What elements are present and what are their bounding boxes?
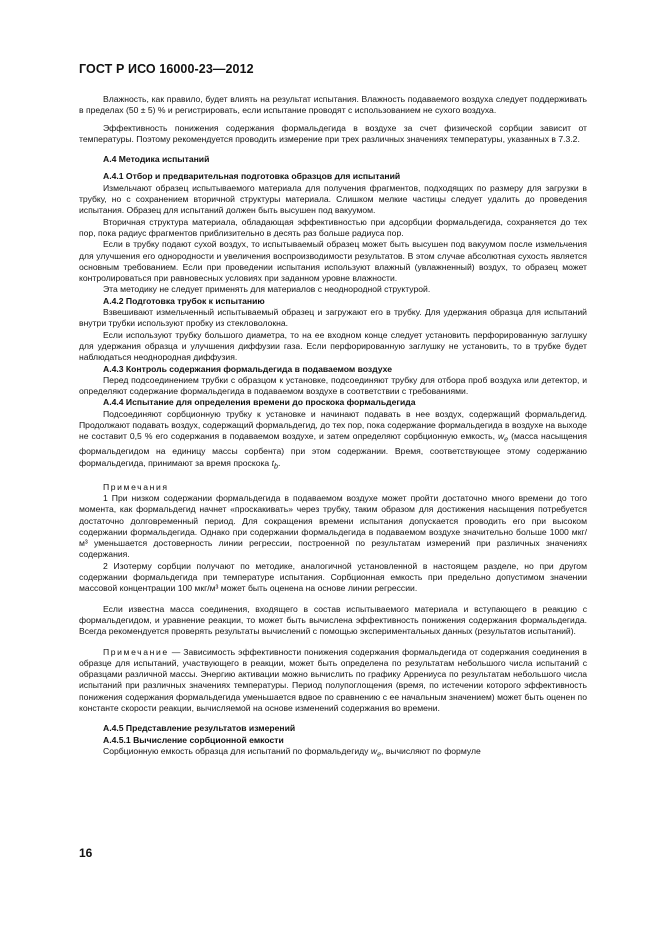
note xyxy=(79,647,587,715)
paragraph-text: , вычисляют по формуле xyxy=(381,745,481,756)
section-heading: А.4 Методика испытаний xyxy=(103,154,210,165)
page-number: 16 xyxy=(79,846,93,860)
paragraph: Подсоединяют сорбционную трубку к установке и начинают подавать в нее воздух, содержащий формальдегид. Продолжают подавать воздух, содержащий формальдегид, до тех пор, пока содержание формальдегида в воздухе на выходе не составит 0,5 % его содержания в подаваемом воздухе, и затем определяют сорбционную емкость, $w_e$ (масса насыщения формальдегидом на единицу массы сорбента) при этом содержании. Время, соответствующее этому содержанию формальдегида, принимают за время проскока $t_b$. xyxy=(79,408,587,471)
standard-header: ГОСТ Р ИСО 16000-23—2012 xyxy=(79,62,254,76)
section-heading: А.4.2 Подготовка трубок к испытанию xyxy=(103,295,265,306)
paragraph: Измельчают образец испытываемого материала для получения фрагментов, подходящих по размеру для загрузки в трубку, но с сохранением вторичной структуры материала. Слишком мелкие частицы следует удалить до проведения испытания. Образец для испытаний должен быть высушен под вакуумом. xyxy=(79,182,587,216)
paragraph: Если известна масса соединения, входящего в состав испытываемого материала и вступающего в реакцию с формальдегидом, и уравнение реакции, то может быть вычислена эффективность понижения содержания формальдегида. Всегда рекомендуется проверять результаты вычислений с помощью экспериментальных данных (результатов испытаний). xyxy=(79,603,587,637)
variable-w: $w_e$ xyxy=(370,745,382,759)
paragraph: Если в трубку подают сухой воздух, то испытываемый образец может быть высушен под вакуумом после измельчения для улучшения его однородности и увеличения воспроизводимости результатов. В этом случае абсолютная сухость является основным требованием. Если при проведении испытания используют влажный (увлажненный) воздух, то образец может контролироваться при равновесных условиях при заданном уровне влажности. xyxy=(79,239,587,284)
section-heading: А.4.5 Представление результатов измерений xyxy=(103,723,296,734)
paragraph xyxy=(79,746,587,761)
document-body xyxy=(79,94,587,761)
section-heading: А.4.4 Испытание для определения времени до проскока формальдегида xyxy=(103,397,416,408)
note: 1 При низком содержании формальдегида в подаваемом воздухе может пройти достаточно много времени до того момента, как формальдегид начнет «проскакивать» через трубку, таким образом для достижения насыщения потребуется достаточно долговременный период. Для сокращения времени испытания допускается проводить его при высоком содержании формальдегида. Однако при содержании формальдегида в подаваемом воздухе значительно больше 1000 мкг/м³ уменьшается достоверность линии регрессии, построенной по результатам измерений при различных значениях содержания. xyxy=(79,492,587,560)
paragraph: Эффективность понижения содержания формальдегида в воздухе за счет физической сорбции зависит от температуры. Поэтому рекомендуется проводить измерение при трех различных значениях температуры, указанных в 7.3.2. xyxy=(79,122,587,144)
note-text: — Зависимость эффективности понижения содержания формальдегида от содержания соединения в образце для испытаний, участвующего в реакции, может быть определена по результатам небольшого числа испытаний с образцами различной массы. Энергию активации можно вычислить по графику Аррениуса по результатам небольшого числа испытаний при различных значениях температуры. Период полупоглощения (время, по истечении которого эффективность понижения содержания формальдегида уменьшается вдвое по сравнению с ее начальным значением) может быть оценен по константе скорости реакции, вычисляемой на основе изменений содержания во времени. xyxy=(79,646,587,713)
paragraph-text: Сорбционную емкость образца для испытаний по формальдегиду xyxy=(103,745,369,756)
paragraph: Вторичная структура материала, обладающая эффективностью при адсорбции формальдегида, сохраняется до тех пор, пока радиус фрагментов приблизительно в десять раз больше радиуса пор. xyxy=(79,216,587,238)
paragraph: Влажность, как правило, будет влиять на результат испытания. Влажность подаваемого воздуха следует поддерживать в пределах (50 ± 5) % и регистрировать, если испытание проводят с использованием не сухого воздуха. xyxy=(79,94,587,116)
notes-title: Примечания xyxy=(103,481,169,492)
section-heading: А.4.3 Контроль содержания формальдегида в подаваемом воздухе xyxy=(103,363,392,374)
note-label: Примечание xyxy=(103,646,169,657)
paragraph: Эта методику не следует применять для материалов с неоднородной структурой. xyxy=(103,284,431,295)
paragraph: Если используют трубку большого диаметра, то на ее входном конце следует установить перфорированную заглушку для удержания образца и улучшения диффузии газа. Если перфорированную заглушку не установить, то в трубке будет наблюдаться неоднородная диффузия. xyxy=(79,329,587,363)
paragraph: Взвешивают измельченный испытываемый образец и загружают его в трубку. Для удержания образца для испытаний внутри трубки используют пробку из стекловолокна. xyxy=(79,307,587,329)
note: 2 Изотерму сорбции получают по методике, аналогичной установленной в настоящем разделе, но при другом содержании формальдегида при температуре испытания. Сорбционная емкость при предельно допустимом значении массовой концентрации 100 мкг/м³ может быть оценена на основе линии регрессии. xyxy=(79,560,587,594)
paragraph-text: (масса насыщения формальдегидом на единицу массы сорбента) при этом содержании. Время, соответствующее этому содержанию формальдегида, принимают за время проскока xyxy=(79,431,587,468)
section-heading: А.4.1 Отбор и предварительная подготовка образцов для испытаний xyxy=(103,171,401,182)
paragraph: Перед подсоединением трубки с образцом к установке, подсоединяют трубку для отбора проб воздуха или детектор, и определяют содержание формальдегида в подаваемом воздухе в соответствии с требованиями. xyxy=(79,374,587,397)
variable-t: $t_b$ xyxy=(271,457,278,471)
section-heading: А.4.5.1 Вычисление сорбционной емкости xyxy=(103,734,284,745)
variable-w: $w_e$ xyxy=(497,431,509,445)
paragraph-text: Подсоединяют сорбционную трубку к установке и начинают подавать в нее воздух, содержащий формальдегид. Продолжают подавать воздух, содержащий формальдегид, до тех пор, пока содержание формальдегида в воздухе на выходе не составит 0,5 % его содержания в подаваемом воздухе, и затем определяют сорбционную емкость, xyxy=(79,408,587,442)
